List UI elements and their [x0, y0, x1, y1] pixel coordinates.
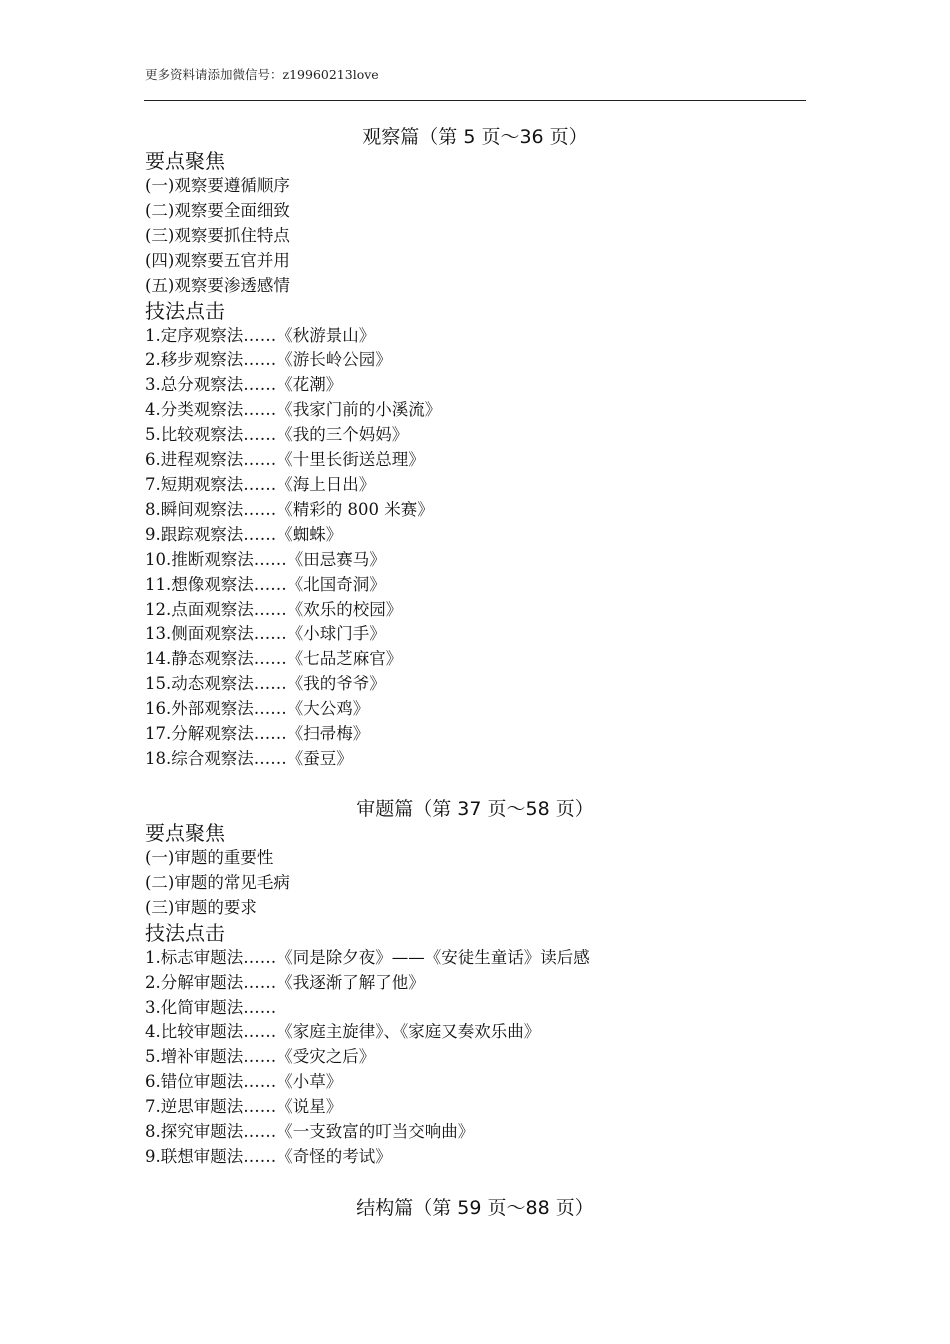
method-item: 3.化简审题法……	[145, 997, 277, 1017]
method-item: 15.动态观察法……《我的爷爷》	[145, 674, 386, 694]
method-item: 7.逆思审题法……《说星》	[145, 1097, 343, 1117]
method-item: 8.探究审题法……《一支致富的叮当交响曲》	[145, 1122, 475, 1142]
method-item: 9.联想审题法……《奇怪的考试》	[145, 1146, 392, 1166]
method-item: 1.定序观察法……《秋游景山》	[145, 325, 376, 345]
section-observation	[145, 149, 805, 772]
method-item: 9.跟踪观察法……《蜘蛛》	[145, 524, 343, 544]
method-item: 7.短期观察法……《海上日出》	[145, 474, 376, 494]
method-item: 12.点面观察法……《欢乐的校园》	[145, 599, 403, 619]
method-item: 17.分解观察法……《扫帚梅》	[145, 724, 370, 744]
method-item: 10.推断观察法……《田忌赛马》	[145, 549, 386, 569]
methods-list	[145, 946, 805, 1170]
key-points-list	[145, 846, 805, 921]
method-item: 4.比较审题法……《家庭主旋律》、《家庭又奏欢乐曲》	[145, 1022, 541, 1042]
key-point-item: (二)审题的常见毛病	[145, 872, 290, 892]
methods-heading: 技法点击	[145, 298, 225, 323]
method-item: 2.移步观察法……《游长岭公园》	[145, 350, 392, 370]
method-item: 5.比较观察法……《我的三个妈妈》	[145, 425, 409, 445]
method-item: 6.进程观察法……《十里长街送总理》	[145, 450, 425, 470]
method-item: 4.分类观察法……《我家门前的小溪流》	[145, 400, 442, 420]
section-topic-review	[145, 821, 805, 1170]
section-title-topic-review: 审题篇（第 37 页～58 页）	[356, 798, 594, 820]
key-points-list	[145, 174, 805, 299]
method-item: 6.错位审题法……《小草》	[145, 1072, 343, 1092]
methods-heading: 技法点击	[145, 920, 225, 945]
method-item: 13.侧面观察法……《小球门手》	[145, 624, 386, 644]
key-point-item: (五)观察要渗透感情	[145, 275, 290, 295]
method-item: 3.总分观察法……《花潮》	[145, 375, 343, 395]
header-note: 更多资料请添加微信号：z19960213love	[145, 67, 379, 82]
key-point-item: (一)审题的重要性	[145, 848, 274, 867]
key-point-item: (四)观察要五官并用	[145, 250, 290, 270]
header-divider	[144, 100, 806, 101]
key-point-item: (三)审题的要求	[145, 897, 257, 917]
method-item: 8.瞬间观察法……《精彩的 800 米赛》	[145, 499, 434, 519]
method-item: 5.增补审题法……《受灾之后》	[145, 1047, 376, 1067]
key-point-item: (二)观察要全面细致	[145, 200, 290, 220]
section-title-structure: 结构篇（第 59 页～88 页）	[356, 1197, 594, 1219]
methods-list	[145, 324, 805, 772]
method-item: 16.外部观察法……《大公鸡》	[145, 699, 370, 719]
method-item: 1.标志审题法……《同是除夕夜》——《安徒生童话》读后感	[145, 947, 590, 967]
method-item: 11.想像观察法……《北国奇洞》	[145, 574, 386, 594]
method-item: 14.静态观察法……《七品芝麻官》	[145, 649, 403, 669]
method-item: 18.综合观察法……《蚕豆》	[145, 748, 353, 768]
section-title-observation: 观察篇（第 5 页～36 页）	[362, 126, 588, 148]
key-points-heading: 要点聚焦	[145, 149, 225, 173]
key-points-heading: 要点聚焦	[145, 821, 225, 845]
key-point-item: (三)观察要抓住特点	[145, 225, 290, 245]
key-point-item: (一)观察要遵循顺序	[145, 176, 290, 195]
method-item: 2.分解审题法……《我逐渐了解了他》	[145, 972, 425, 992]
